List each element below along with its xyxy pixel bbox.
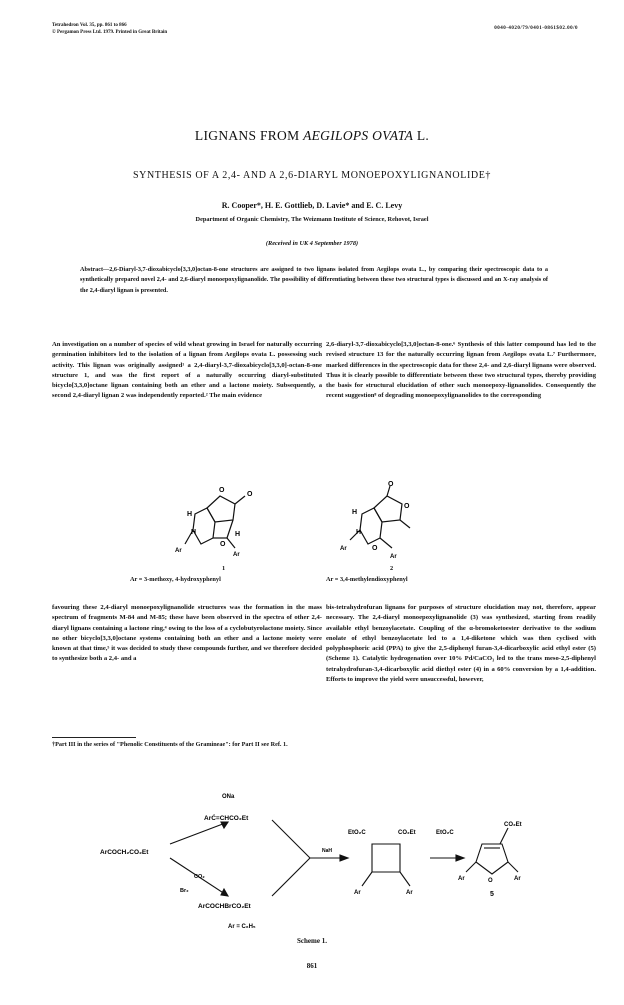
- svg-text:H: H: [235, 531, 241, 538]
- structure-2-label: 2: [390, 565, 394, 572]
- body-column-2: 2,6-diaryl-3,7-dioxabicyclo[3,3,0]octan-8-one.⁶ Synthesis of this latter compound has led to the revised structure 13 for the naturally occurring lignan from Aegilops ovata L.⁷ Furthermore, marked differences in the spectroscopic data for these 2,4- and 2,6-diaryl lignans were observed. Thus it is clearly possible to differentiate between these two structural types, thereby providing the basis for structural elucidation of other such monoepoxy-lignanolides. Consequently the recent suggestion⁸ of degrading monoepoxylignanolides to the corresponding: [326, 341, 596, 400]
- scheme-ester-1: EtO₂C: [348, 830, 366, 836]
- svg-text:H: H: [191, 529, 197, 536]
- footnote-rule: [52, 737, 136, 738]
- scheme-1: [100, 788, 540, 930]
- svg-text:Ar: Ar: [458, 876, 465, 882]
- svg-text:O: O: [219, 487, 225, 494]
- structure-2-ar-definition: Ar = 3,4-methylendioxyphenyl: [326, 576, 408, 583]
- svg-text:H: H: [356, 529, 362, 536]
- svg-text:O: O: [247, 491, 253, 498]
- body-column-4: bis-tetrahydrofuran lignans for purposes of structure elucidation may not, therefore, appear necessary. The 2,4-diaryl monoepoxylignanolide (3) was synthesized, starting from readily available ethyl benzoylacetate. Coupling of the α-bromoketoester derivative to the sodium enolate of ethyl benzoylacetate led to a 1,4-diketone which was then cyclised with polyphosphoric acid (PPA) to give the 2,5-diphenyl furan-3,4-dicarboxylic acid ethyl ester (5) (Scheme 1). Catalytic hydrogenation over 10% Pd/CaCO₃ led to the trans meso-2,5-diphenyl tetrahydrofuran-3,4-dicarboxylic acid diethyl ester (4) in a 60% conversion by a 1,4-addition. Efforts to improve the yield were unsuccessful, however,: [326, 604, 596, 684]
- scheme-enolate-product: ArĆ=CHCO₂Et: [204, 815, 249, 822]
- abstract: Abstract—2,6-Diaryl-3,7-dioxabicyclo[3,3,0]octan-8-one structures are assigned to two lignans isolated from Aegilops ovata L., by comparing their spectroscopic data to a synthetically prepared novel 2,4- and 2,6-diaryl monoepoxylignanolide. The possibility of differentiating between these two structural types is discussed and an X-ray analysis of the 2,4-diaryl lignan is presented.: [80, 266, 548, 294]
- svg-text:Ar: Ar: [340, 546, 347, 552]
- journal-line-2: © Pergamon Press Ltd. 1979. Printed in Great Britain: [52, 30, 168, 35]
- svg-text:O: O: [372, 545, 378, 552]
- svg-text:Ar: Ar: [354, 890, 361, 896]
- scheme-ester-3: EtO₂C: [436, 830, 454, 836]
- affiliation: Department of Organic Chemistry, The Weizmann Institute of Science, Rehovot, Israel: [195, 216, 429, 223]
- svg-text:Ar: Ar: [406, 890, 413, 896]
- scheme-starting-material: ArCOCH₂CO₂Et: [100, 849, 149, 856]
- scheme-ar-definition: Ar = C₆H₅: [228, 924, 256, 930]
- scheme-caption: Scheme 1.: [297, 937, 327, 945]
- svg-text:O: O: [220, 541, 226, 548]
- svg-text:Ar: Ar: [514, 876, 521, 882]
- structure-2: [332, 478, 442, 563]
- scheme-reagent-co2: CO₂: [194, 874, 205, 880]
- svg-text:Ar: Ar: [175, 548, 182, 554]
- journal-header: [52, 22, 167, 36]
- svg-text:O: O: [488, 878, 493, 884]
- structure-1-ar-definition: Ar = 3-methoxy, 4-hydroxyphenyl: [130, 576, 221, 583]
- svg-text:Ar: Ar: [233, 552, 240, 558]
- body-column-3: favouring these 2,4-diaryl monoepoxylignanolide structures was the formation in the mass spectrum of fragments M-84 and M-85; these have been observed in the spectra of other 2,4-diaryl lignans containing a lactone ring,⁴ owing to the loss of a cyclobutyrolactone moiety. Since no other bicyclo[3,3,0]octane systems containing both an ether and a lactone moiety were known at that time,⁵ it was decided to study these compounds further, and we therefore decided to synthesize both a 2,4- and a: [52, 604, 322, 663]
- received-date: (Received in UK 4 September 1978): [265, 240, 359, 247]
- authors: R. Cooper*, H. E. Gottlieb, D. Lavie* and E. C. Levy: [221, 201, 403, 210]
- paper-title: LIGNANS FROM AEGILOPS OVATA L.: [194, 128, 430, 143]
- footnote: †Part III in the series of "Phenolic Constituents of the Gramineae": for Part II see Ref. 1.: [52, 741, 288, 748]
- scheme-reagent-nah: NaH: [322, 848, 333, 854]
- scheme-reagent-br2: Br₂: [180, 888, 189, 894]
- svg-text:Ar: Ar: [390, 554, 397, 560]
- structure-1-label: 1: [222, 565, 226, 572]
- paper-subtitle: SYNTHESIS OF A 2,4- AND A 2,6-DIARYL MONOEPOXYLIGNANOLIDE†: [132, 170, 492, 181]
- structure-1: [165, 478, 275, 563]
- svg-text:O: O: [388, 481, 394, 488]
- svg-text:H: H: [187, 511, 193, 518]
- page-number: 861: [306, 962, 318, 970]
- scheme-product-label: 5: [490, 891, 494, 898]
- scheme-bromo-product: ArCOCHBrCO₂Et: [198, 903, 251, 910]
- scheme-ester-2: CO₂Et: [398, 830, 416, 836]
- journal-line-1: Tetrahedron Vol. 35, pp. 861 to 866: [52, 23, 127, 28]
- svg-text:O: O: [404, 503, 410, 510]
- scheme-ester-4: CO₂Et: [504, 822, 522, 828]
- svg-text:H: H: [352, 509, 358, 516]
- scheme-ona-label: ONa: [222, 794, 235, 800]
- journal-code: 0040-4020/79/0401-0861$02.00/0: [494, 26, 578, 31]
- body-column-1: An investigation on a number of species of wild wheat growing in Israel for naturally occurring germination inhibitors led to the isolation of a lignan from Aegilops ovata L. possessing such activity. This lignan was originally assigned¹ a 2,4-diaryl-3,7-dioxabicyclo[3,3,0]-octan-8-one structure 1, and was the first report of a naturally occurring diaryl-substituted bicyclo[3,3,0]octane lignan containing both an ether and a lactone moiety. Subsequently, a second 2,4-diaryl lignan 2 was independently reported.² The main evidence: [52, 341, 322, 400]
